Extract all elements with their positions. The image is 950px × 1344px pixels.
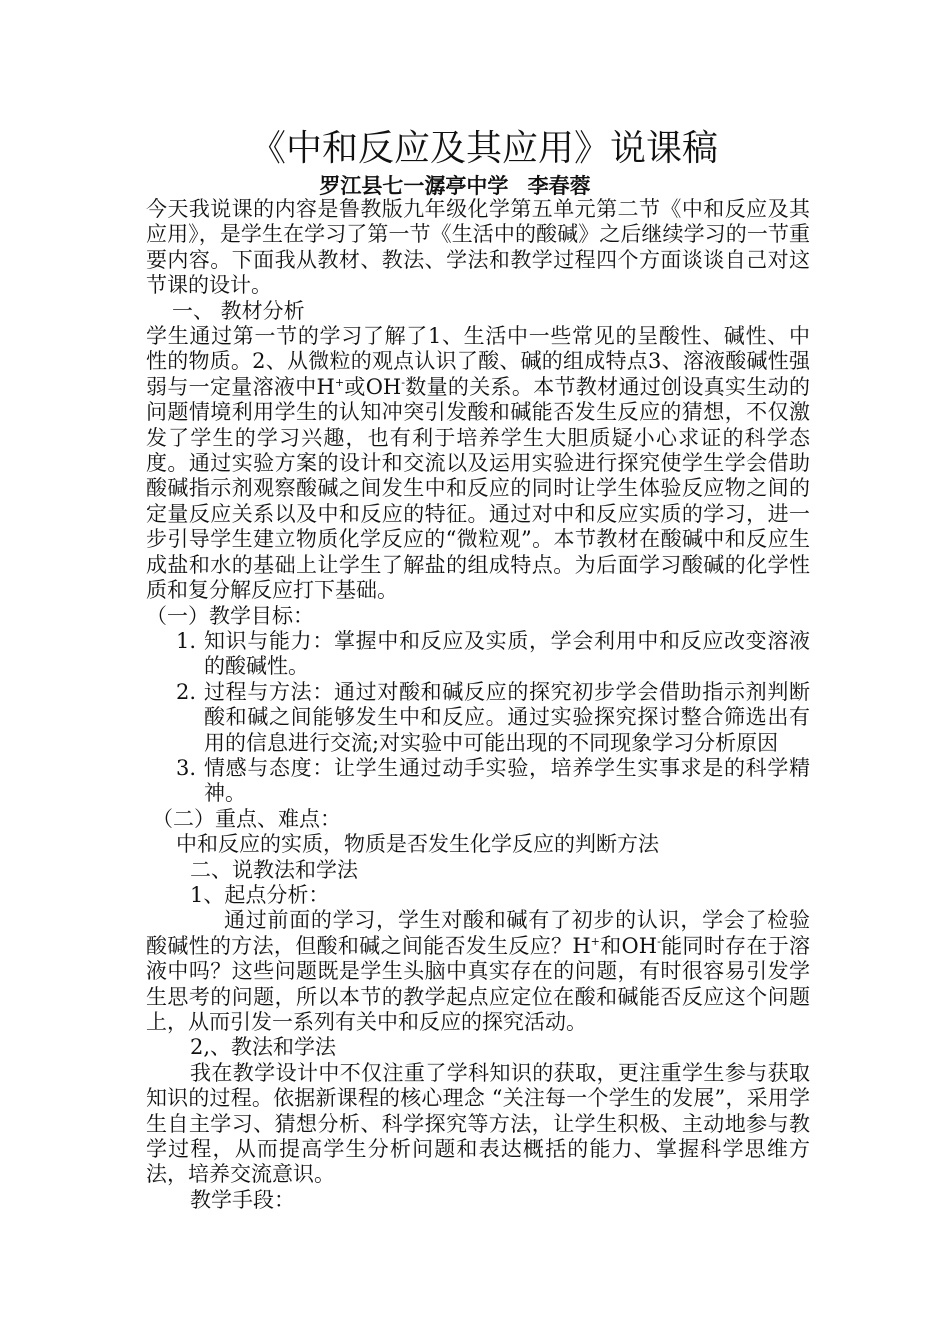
intro-paragraph: 今天我说课的内容是鲁教版九年级化学第五单元第二节《中和反应及其应用》，是学生在学习了第一节《生活中的酸碱》之后继续学习的一节重要内容。下面我从教材、教法、学法和教学过程四个方面谈谈自己对这节课的设计。 xyxy=(146,197,810,298)
sub1-paragraph: 通过前面的学习，学生对酸和碱有了初步的认识，学会了检验酸碱性的方法，但酸和碱之间能否发生反应？H+和OH-能同时存在于溶液中吗？这些问题既是学生头脑中真实存在的问题，有时很容易引发学生思考的问题，所以本节的教学起点应定位在酸和碱能否反应这个问题上，从而引发一系列有关中和反应的探究活动。 xyxy=(146,908,811,1034)
document-body xyxy=(146,197,810,1213)
superscript-minus: - xyxy=(657,934,661,948)
keypoints-text: 中和反应的实质，物质是否发生化学反应的判断方法 xyxy=(176,832,659,857)
goal-item-1 xyxy=(146,629,810,680)
author-name: 李春蓉 xyxy=(527,173,591,198)
goal-item-3 xyxy=(146,756,810,807)
superscript-plus: + xyxy=(334,375,345,389)
goals-list xyxy=(146,629,810,807)
section1-paragraph: 学生通过第一节的学习了解了1、生活中一些常见的呈酸性、碱性、中性的物质。2、从微粒的观点认识了酸、碱的组成特点3、溶液酸碱性强弱与一定量溶液中H+或OH-数量的关系。本节教材通过创设真实生动的问题情境利用学生的认知冲突引发酸和碱能否发生反应的猜想，不仅激发了学生的学习兴趣，也有利于培养学生大胆质疑小心求证的科学态度。通过实验方案的设计和交流以及运用实验进行探究使学生学会借助酸碱指示剂观察酸碱之间发生中和反应的同时让学生体验反应物之间的定量反应关系以及中和反应的特征。通过对中和反应实质的学习，进一步引导学生建立物质化学反应的“微粒观”。本节教材在酸碱中和反应生成盐和水的基础上让学生了解盐的组成特点。为后面学习酸碱的化学性质和复分解反应打下基础。 xyxy=(146,324,810,603)
list-number: 1. xyxy=(176,628,197,653)
sub2-heading: 2,、教法和学法 xyxy=(190,1035,337,1060)
superscript-minus: - xyxy=(401,375,405,389)
goal-item-2 xyxy=(146,680,810,756)
means-heading: 教学手段： xyxy=(190,1187,295,1212)
superscript-plus: + xyxy=(590,934,600,948)
list-number: 3. xyxy=(176,755,197,780)
goal-text: 情感与态度：让学生通过动手实验，培养学生实事求是的科学精神。 xyxy=(204,755,810,806)
goal-text: 过程与方法：通过对酸和碱反应的探究初步学会借助指示剂判断酸和碱之间能够发生中和反应。通过实验探究探讨整合筛选出有用的信息进行交流;对实验中可能出现的不同现象学习分析原因 xyxy=(204,679,810,755)
school-name: 罗江县七一潺亭中学 xyxy=(319,173,509,198)
author-line xyxy=(0,172,910,200)
goals-heading: （一）教学目标： xyxy=(146,603,314,628)
goal-text: 知识与能力：掌握中和反应及实质，学会利用中和反应改变溶液的酸碱性。 xyxy=(204,628,810,679)
section1-heading: 一、 教材分析 xyxy=(172,298,305,323)
list-number: 2. xyxy=(176,679,197,704)
section2-heading: 二、说教法和学法 xyxy=(190,857,358,882)
document-title: 《中和反应及其应用》说课稿 xyxy=(249,128,718,169)
keypoints-heading: （二）重点、难点： xyxy=(152,806,341,831)
sub1-heading: 1、起点分析： xyxy=(190,882,330,907)
sub2-paragraph: 我在教学设计中不仅注重了学科知识的获取，更注重学生参与获取知识的过程。依据新课程的核心理念 “关注每一个学生的发展”，采用学生自主学习、猜想分析、科学探究等方法，让学生积极、主动地参与教学过程，从而提高学生分析问题和表达概括的能力、掌握科学思维方法，培养交流意识。 xyxy=(146,1060,810,1187)
